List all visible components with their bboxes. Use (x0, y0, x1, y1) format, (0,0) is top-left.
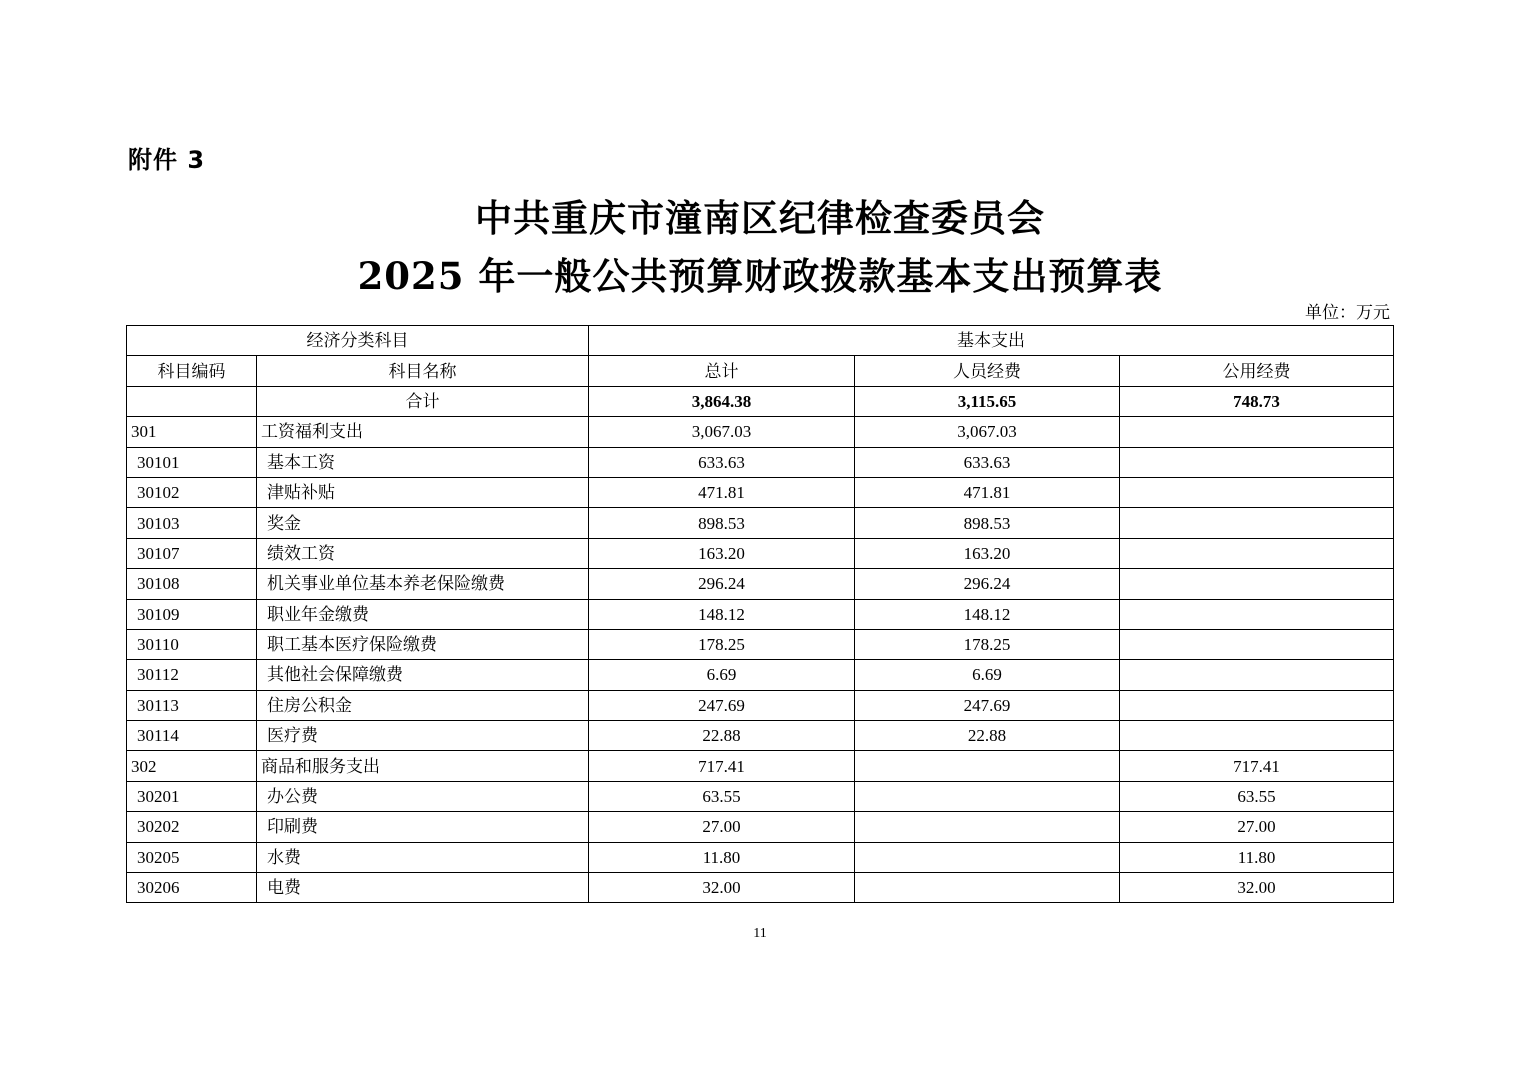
row-name: 印刷费 (257, 812, 589, 842)
row-name: 职工基本医疗保险缴费 (257, 629, 589, 659)
row-code: 30102 (127, 477, 257, 507)
row-name: 奖金 (257, 508, 589, 538)
row-code: 30113 (127, 690, 257, 720)
row-code: 302 (127, 751, 257, 781)
row-personnel: 178.25 (855, 629, 1120, 659)
row-personnel (855, 812, 1120, 842)
row-total: 247.69 (589, 690, 855, 720)
row-total: 3,067.03 (589, 417, 855, 447)
row-name: 绩效工资 (257, 538, 589, 568)
row-total: 296.24 (589, 569, 855, 599)
document-title-line-1: 中共重庆市潼南区纪律检查委员会 (475, 196, 1045, 240)
column-header-name: 科目名称 (257, 356, 589, 386)
total-row-code (127, 386, 257, 416)
table-row (127, 508, 1394, 538)
row-total: 471.81 (589, 477, 855, 507)
row-name: 住房公积金 (257, 690, 589, 720)
column-header-total: 总计 (589, 356, 855, 386)
row-public: 63.55 (1120, 781, 1394, 811)
row-total: 27.00 (589, 812, 855, 842)
total-row (127, 386, 1394, 416)
row-name: 基本工资 (257, 447, 589, 477)
row-public (1120, 538, 1394, 568)
row-code: 301 (127, 417, 257, 447)
row-total: 6.69 (589, 660, 855, 690)
table-row (127, 660, 1394, 690)
table-row (127, 721, 1394, 751)
table-row (127, 447, 1394, 477)
header-economic-classification: 经济分类科目 (127, 326, 589, 356)
row-total: 11.80 (589, 842, 855, 872)
table-row (127, 873, 1394, 903)
row-name: 其他社会保障缴费 (257, 660, 589, 690)
page-number: 11 (753, 926, 767, 941)
total-row-public: 748.73 (1120, 386, 1394, 416)
unit-label: 单位：万元 (1305, 303, 1390, 322)
row-total: 633.63 (589, 447, 855, 477)
table-row (127, 842, 1394, 872)
row-name: 医疗费 (257, 721, 589, 751)
row-personnel: 633.63 (855, 447, 1120, 477)
row-code: 30103 (127, 508, 257, 538)
row-name: 工资福利支出 (257, 417, 589, 447)
row-personnel: 471.81 (855, 477, 1120, 507)
row-personnel: 3,067.03 (855, 417, 1120, 447)
row-code: 30101 (127, 447, 257, 477)
table-row (127, 629, 1394, 659)
row-personnel: 898.53 (855, 508, 1120, 538)
row-personnel: 163.20 (855, 538, 1120, 568)
table-row (127, 781, 1394, 811)
row-public (1120, 508, 1394, 538)
row-code: 30112 (127, 660, 257, 690)
table-row (127, 538, 1394, 568)
row-code: 30206 (127, 873, 257, 903)
row-name: 电费 (257, 873, 589, 903)
row-code: 30202 (127, 812, 257, 842)
row-public: 717.41 (1120, 751, 1394, 781)
row-personnel: 296.24 (855, 569, 1120, 599)
row-public: 32.00 (1120, 873, 1394, 903)
row-public (1120, 599, 1394, 629)
row-name: 商品和服务支出 (257, 751, 589, 781)
row-name: 水费 (257, 842, 589, 872)
row-personnel (855, 781, 1120, 811)
row-public (1120, 690, 1394, 720)
table-row (127, 417, 1394, 447)
row-personnel: 148.12 (855, 599, 1120, 629)
attachment-label: 附件 3 (128, 146, 206, 174)
row-public (1120, 477, 1394, 507)
row-personnel (855, 751, 1120, 781)
row-total: 32.00 (589, 873, 855, 903)
row-code: 30107 (127, 538, 257, 568)
budget-table (126, 325, 1394, 903)
row-personnel: 22.88 (855, 721, 1120, 751)
row-code: 30109 (127, 599, 257, 629)
column-header-row (127, 356, 1394, 386)
row-personnel (855, 842, 1120, 872)
row-personnel (855, 873, 1120, 903)
row-public (1120, 660, 1394, 690)
row-total: 178.25 (589, 629, 855, 659)
row-public (1120, 629, 1394, 659)
table-row (127, 690, 1394, 720)
table-row (127, 477, 1394, 507)
table-row (127, 569, 1394, 599)
total-row-name: 合计 (257, 386, 589, 416)
table-row (127, 599, 1394, 629)
row-total: 163.20 (589, 538, 855, 568)
row-total: 717.41 (589, 751, 855, 781)
row-code: 30110 (127, 629, 257, 659)
row-personnel: 6.69 (855, 660, 1120, 690)
column-header-personnel: 人员经费 (855, 356, 1120, 386)
table-row (127, 812, 1394, 842)
column-header-public: 公用经费 (1120, 356, 1394, 386)
row-name: 津贴补贴 (257, 477, 589, 507)
row-code: 30114 (127, 721, 257, 751)
row-name: 机关事业单位基本养老保险缴费 (257, 569, 589, 599)
row-personnel: 247.69 (855, 690, 1120, 720)
row-name: 职业年金缴费 (257, 599, 589, 629)
row-public (1120, 721, 1394, 751)
row-code: 30201 (127, 781, 257, 811)
row-total: 22.88 (589, 721, 855, 751)
document-title-line-2: 2025 年一般公共预算财政拨款基本支出预算表 (357, 254, 1163, 298)
row-code: 30205 (127, 842, 257, 872)
row-total: 898.53 (589, 508, 855, 538)
total-row-total: 3,864.38 (589, 386, 855, 416)
row-total: 63.55 (589, 781, 855, 811)
row-public (1120, 417, 1394, 447)
table-row (127, 751, 1394, 781)
row-public: 11.80 (1120, 842, 1394, 872)
total-row-personnel: 3,115.65 (855, 386, 1120, 416)
row-code: 30108 (127, 569, 257, 599)
group-header-row (127, 326, 1394, 356)
row-public (1120, 569, 1394, 599)
column-header-code: 科目编码 (127, 356, 257, 386)
header-basic-expenditure: 基本支出 (589, 326, 1394, 356)
row-public: 27.00 (1120, 812, 1394, 842)
row-public (1120, 447, 1394, 477)
row-total: 148.12 (589, 599, 855, 629)
row-name: 办公费 (257, 781, 589, 811)
